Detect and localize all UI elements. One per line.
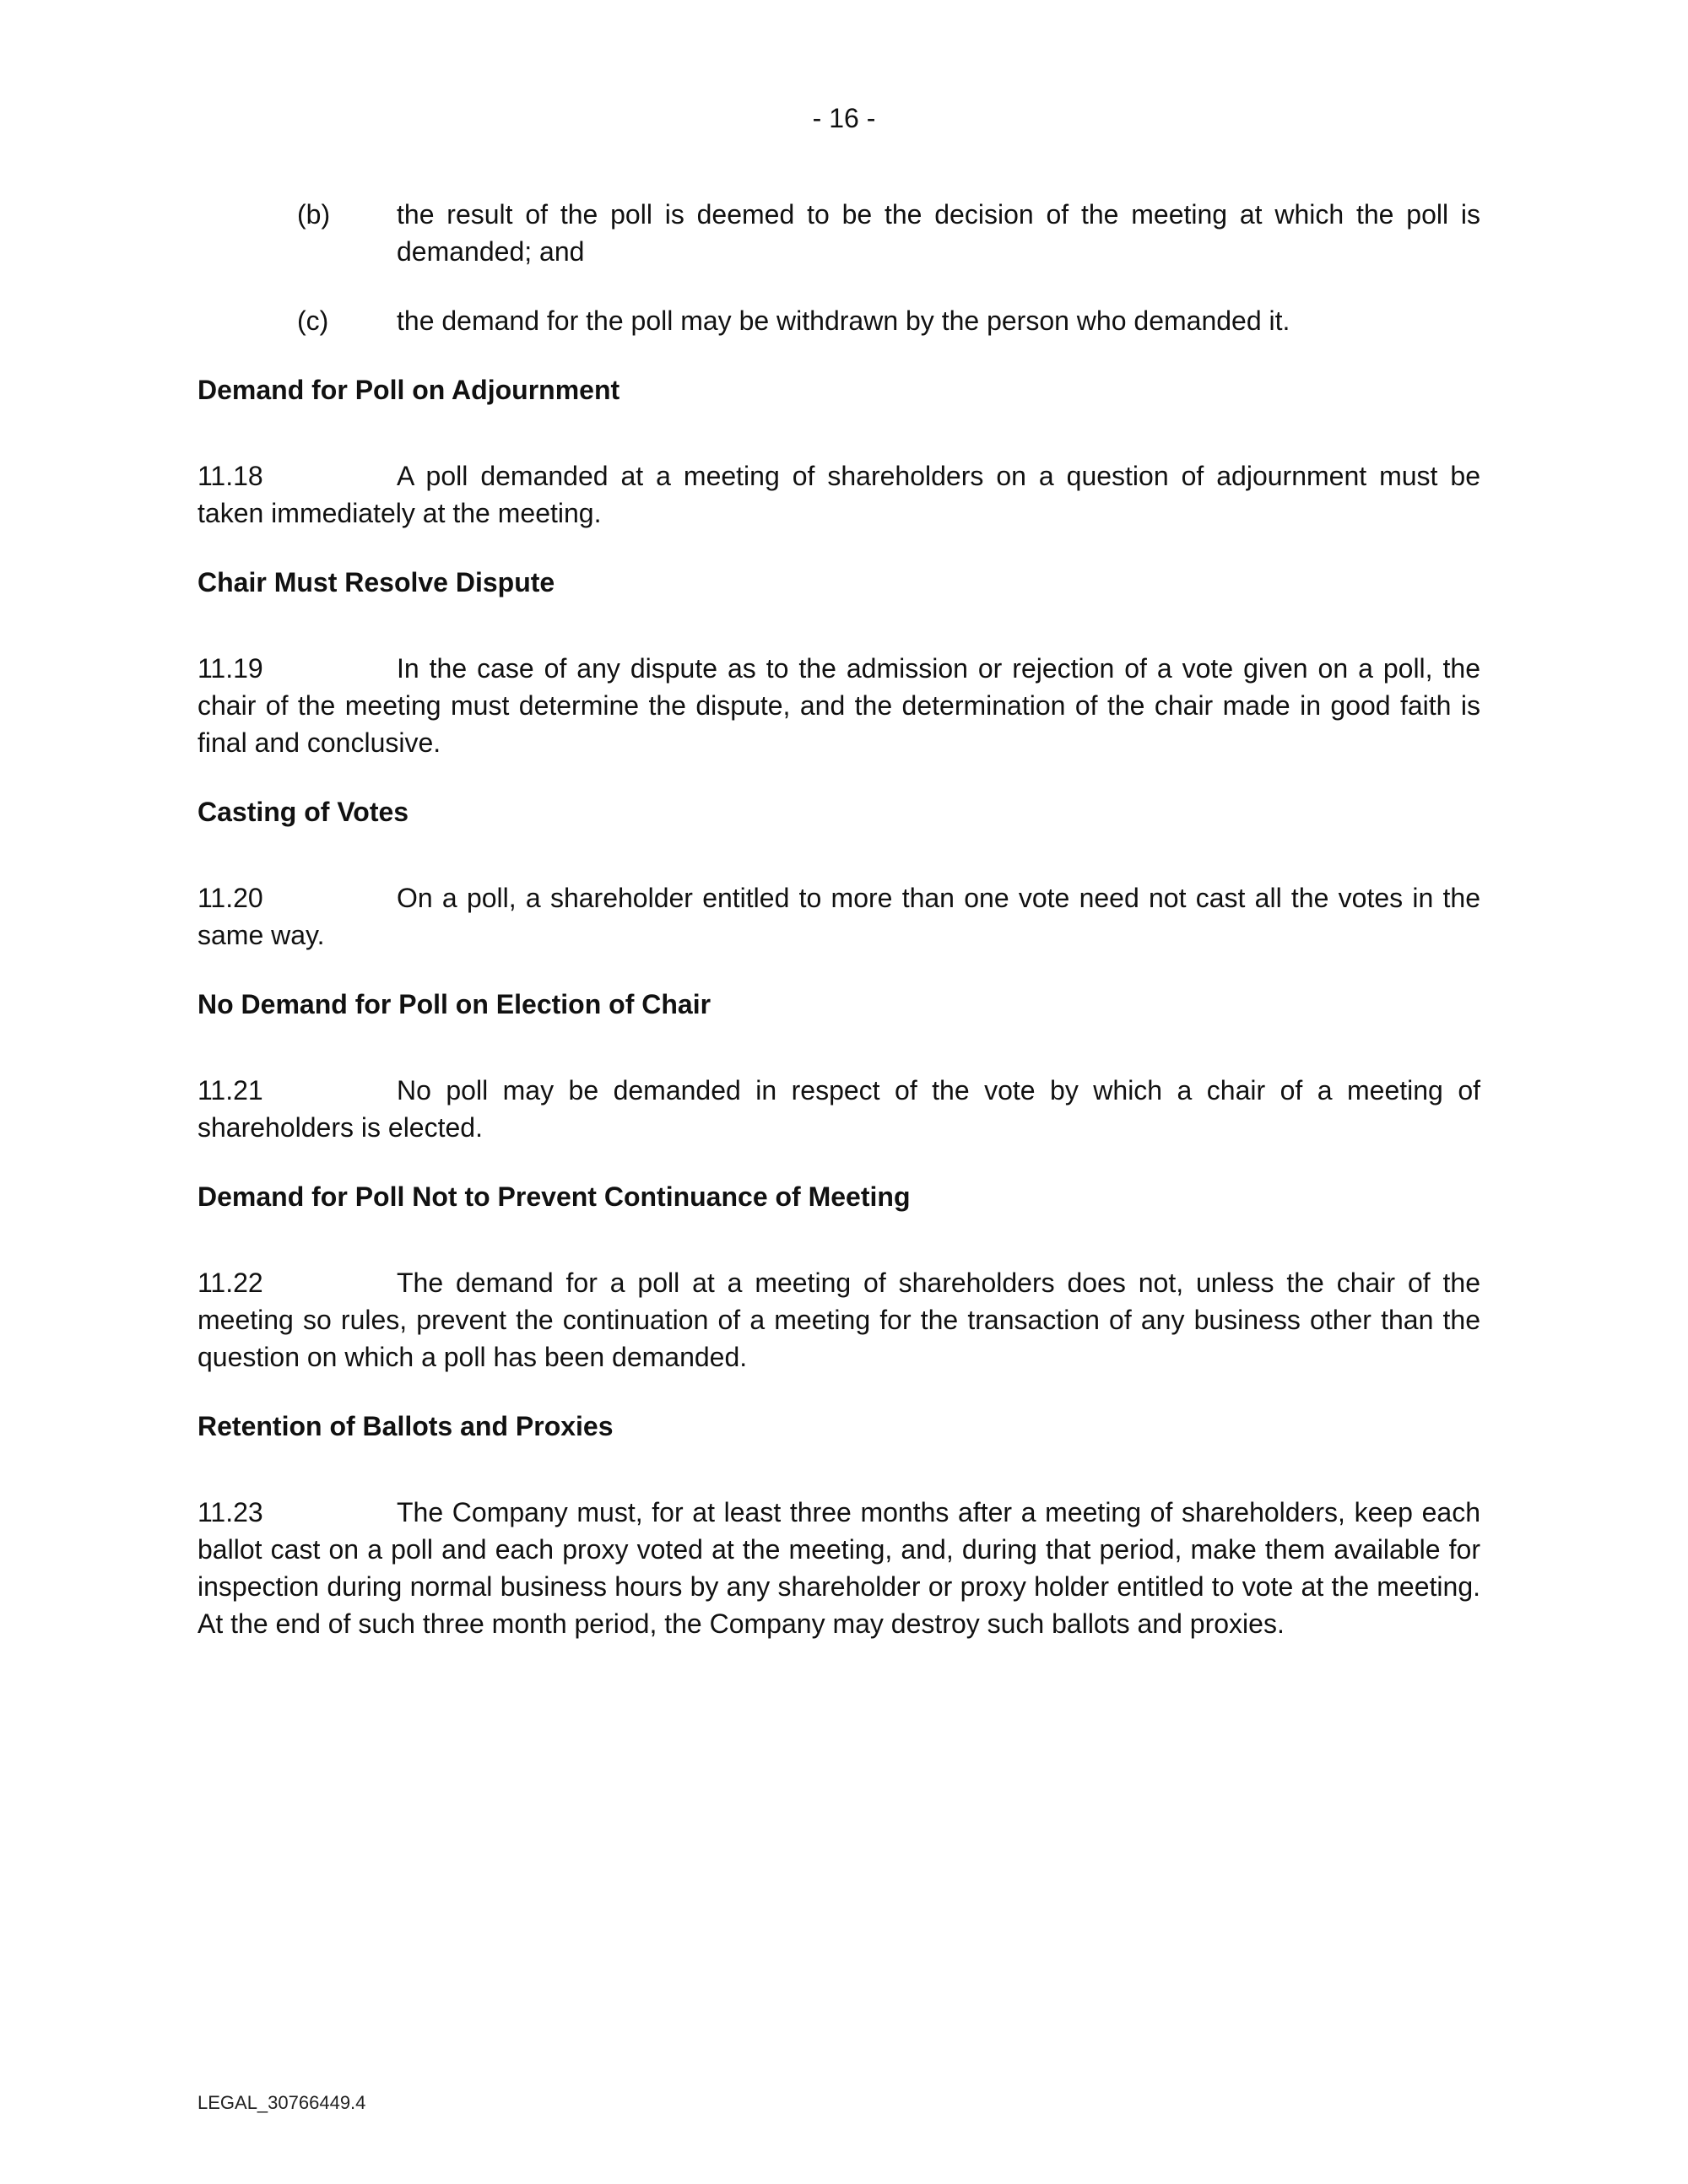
section-number: 11.22 (197, 1268, 263, 1298)
section-number: 11.21 (197, 1075, 263, 1106)
section-paragraph (197, 1264, 1480, 1376)
section-heading: Chair Must Resolve Dispute (197, 567, 555, 597)
section-paragraph (197, 1494, 1480, 1642)
document-body (197, 196, 1480, 1674)
section-heading: Casting of Votes (197, 797, 409, 827)
page-number: - 16 - (812, 103, 876, 133)
section-heading: Demand for Poll on Adjournment (197, 375, 620, 405)
section-heading: Retention of Ballots and Proxies (197, 1411, 614, 1441)
section-number: 11.19 (197, 653, 263, 684)
list-item-text: the demand for the poll may be withdrawn by the person who demanded it. (397, 305, 1290, 336)
section-text: On a poll, a shareholder entitled to more than one vote need not cast all the votes in the same way. (197, 883, 1480, 950)
section-paragraph (197, 1072, 1480, 1146)
section-text: A poll demanded at a meeting of shareholders on a question of adjournment must be taken immediately at the meeting. (197, 461, 1480, 528)
section-number: 11.18 (197, 461, 263, 491)
section-text: The Company must, for at least three months after a meeting of shareholders, keep each ballot cast on a poll and each proxy voted at the meeting, and, during that period, make them available for inspection during normal business hours by any shareholder or proxy holder entitled to vote at the meeting. At the end of such three month period, the Company may destroy such ballots and proxies. (197, 1497, 1480, 1639)
list-item-letter: (c) (297, 305, 329, 336)
section-text: No poll may be demanded in respect of the vote by which a chair of a meeting of shareholders is elected. (197, 1075, 1480, 1143)
section-text: In the case of any dispute as to the admission or rejection of a vote given on a poll, the chair of the meeting must determine the dispute, and the determination of the chair made in good faith is final and conclusive. (197, 653, 1480, 758)
section-heading: Demand for Poll Not to Prevent Continuance of Meeting (197, 1181, 911, 1212)
section-text: The demand for a poll at a meeting of shareholders does not, unless the chair of the meeting so rules, prevent the continuation of a meeting for the transaction of any business other than the question on which a poll has been demanded. (197, 1268, 1480, 1372)
document-id-footer: LEGAL_30766449.4 (197, 2092, 366, 2113)
section-heading: No Demand for Poll on Election of Chair (197, 989, 711, 1019)
section-number: 11.20 (197, 883, 263, 913)
list-item-text: the result of the poll is deemed to be the decision of the meeting at which the poll is demanded; and (397, 199, 1480, 267)
section-paragraph (197, 879, 1480, 954)
list-item-b (297, 196, 1480, 270)
section-paragraph (197, 457, 1480, 532)
list-item-c (297, 302, 1480, 339)
list-item-letter: (b) (297, 199, 331, 230)
section-number: 11.23 (197, 1497, 263, 1527)
section-paragraph (197, 650, 1480, 761)
